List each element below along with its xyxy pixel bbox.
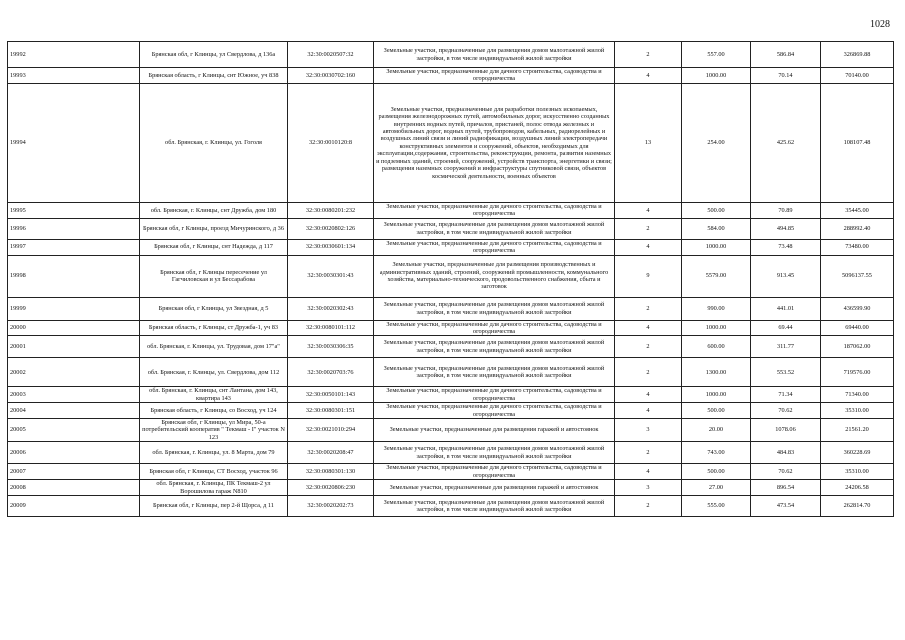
address-cell: обл. Брянская, г. Клинцы, ПК Текмаш-2 ул Ворошилова гараж N810	[140, 480, 288, 496]
area-cell: 600.00	[682, 336, 751, 358]
land-use-cell: Земельные участки, предназначенные для размещения производственных и административных зданий, строений, сооружений промышленности, коммунального хозяйства, материально-технического, продовольственного снабжения, сбыта и заготовок	[374, 255, 615, 297]
area-cell: 254.00	[682, 83, 751, 202]
row-number: 20003	[8, 387, 140, 403]
group-cell: 3	[615, 419, 682, 442]
group-cell: 4	[615, 464, 682, 480]
group-cell: 9	[615, 255, 682, 297]
cadastral-number-cell: 32:30:0030601:134	[288, 239, 374, 255]
table-row	[8, 496, 894, 517]
group-cell: 4	[615, 68, 682, 84]
cadastral-value-cell: 719576.00	[821, 358, 894, 387]
table-row	[8, 336, 894, 358]
table-body	[8, 42, 894, 517]
table-row	[8, 464, 894, 480]
specific-value-cell: 69.44	[751, 320, 821, 336]
address-cell: обл. Брянская, г. Клинцы, ул. Трудовая, дом 17"а"	[140, 336, 288, 358]
address-cell: Брянская обл, г Клинцы, пер 2-й Щорса, д 11	[140, 496, 288, 517]
cadastral-value-cell: 24206.58	[821, 480, 894, 496]
row-number: 20001	[8, 336, 140, 358]
cadastral-value-cell: 35310.00	[821, 464, 894, 480]
area-cell: 20.00	[682, 419, 751, 442]
area-cell: 5579.00	[682, 255, 751, 297]
specific-value-cell: 70.14	[751, 68, 821, 84]
row-number: 20000	[8, 320, 140, 336]
table-row	[8, 218, 894, 239]
cadastral-number-cell: 32:30:0080101:112	[288, 320, 374, 336]
land-use-cell: Земельные участки, предназначенные для дачного строительства, садоводства и огородничества	[374, 403, 615, 419]
area-cell: 500.00	[682, 403, 751, 419]
cadastral-value-cell: 73480.00	[821, 239, 894, 255]
cadastral-number-cell: 32:30:0020806:230	[288, 480, 374, 496]
row-number: 19993	[8, 68, 140, 84]
cadastral-number-cell: 32:30:0050101:143	[288, 387, 374, 403]
table-row	[8, 442, 894, 464]
land-use-cell: Земельные участки, предназначенные для размещения гаражей и автостоянок	[374, 419, 615, 442]
row-number: 20008	[8, 480, 140, 496]
land-use-cell: Земельные участки, предназначенные для дачного строительства, садоводства и огородничества	[374, 239, 615, 255]
specific-value-cell: 70.89	[751, 202, 821, 218]
table-row	[8, 83, 894, 202]
cadastral-number-cell: 32:30:0020703:76	[288, 358, 374, 387]
land-use-cell: Земельные участки, предназначенные для разработки полезных ископаемых, размещения железнодорожных путей, автомобильных дорог, искусственно созданных внутренних водных путей, причалов, пристаней, полос отвода железных и автомобильных дорог, водных путей, трубопроводов, кабельных, радиорелейных и воздушных линий связи и линий радиофикации, воздушных линий электропередачи конструктивных элементов и сооружений, объектов, необходимых для эксплуатации,содержания, строительства, реконструкции, ремонта, развития наземных и подземных зданий, строений, сооружений, устройств транспорта, энергетики и связи; размещения наземных сооружений и инфраструктуры спутниковой связи, объектов космической деятельности, военных объектов	[374, 83, 615, 202]
cadastral-number-cell: 32:30:0080201:232	[288, 202, 374, 218]
cadastral-value-cell: 71340.00	[821, 387, 894, 403]
table-row	[8, 68, 894, 84]
cadastral-value-cell: 262814.70	[821, 496, 894, 517]
land-use-cell: Земельные участки, предназначенные для размещения домов малоэтажной жилой застройки, в том числе индивидуальной жилой застройки	[374, 218, 615, 239]
address-cell: Брянская обл, г Клинцы, ул Свердлова, д 136а	[140, 42, 288, 68]
address-cell: обл. Брянская, г. Клинцы, ул. Свердлова, дом 112	[140, 358, 288, 387]
group-cell: 4	[615, 403, 682, 419]
cadastral-number-cell: 32:30:0030306:35	[288, 336, 374, 358]
area-cell: 1000.00	[682, 68, 751, 84]
group-cell: 2	[615, 496, 682, 517]
address-cell: Брянская обл, г Клинцы, СТ Восход, участок 96	[140, 464, 288, 480]
area-cell: 743.00	[682, 442, 751, 464]
group-cell: 2	[615, 336, 682, 358]
land-use-cell: Земельные участки, предназначенные для дачного строительства, садоводства и огородничества	[374, 202, 615, 218]
group-cell: 2	[615, 297, 682, 320]
group-cell: 2	[615, 358, 682, 387]
table-row	[8, 387, 894, 403]
cadastral-value-cell: 69440.00	[821, 320, 894, 336]
land-use-cell: Земельные участки, предназначенные для дачного строительства, садоводства и огородничества	[374, 320, 615, 336]
cadastral-value-cell: 35445.00	[821, 202, 894, 218]
specific-value-cell: 896.54	[751, 480, 821, 496]
cadastral-number-cell: 32:30:0021010:294	[288, 419, 374, 442]
row-number: 20005	[8, 419, 140, 442]
table-row	[8, 42, 894, 68]
specific-value-cell: 913.45	[751, 255, 821, 297]
cadastral-number-cell: 32:30:0080301:130	[288, 464, 374, 480]
table-row	[8, 480, 894, 496]
table-row	[8, 255, 894, 297]
group-cell: 4	[615, 239, 682, 255]
cadastral-value-cell: 21561.20	[821, 419, 894, 442]
group-cell: 4	[615, 320, 682, 336]
table-row	[8, 239, 894, 255]
row-number: 19994	[8, 83, 140, 202]
row-number: 20002	[8, 358, 140, 387]
table-row	[8, 297, 894, 320]
specific-value-cell: 484.83	[751, 442, 821, 464]
group-cell: 4	[615, 387, 682, 403]
address-cell: обл. Брянская, г. Клинцы, снт Лантана, дом 143, квартира 143	[140, 387, 288, 403]
area-cell: 557.00	[682, 42, 751, 68]
row-number: 20004	[8, 403, 140, 419]
specific-value-cell: 586.84	[751, 42, 821, 68]
land-use-cell: Земельные участки, предназначенные для дачного строительства, садоводства и огородничества	[374, 387, 615, 403]
row-number: 20007	[8, 464, 140, 480]
cadastral-number-cell: 32:30:0020208:47	[288, 442, 374, 464]
group-cell: 2	[615, 442, 682, 464]
land-use-cell: Земельные участки, предназначенные для размещения домов малоэтажной жилой застройки, в том числе индивидуальной жилой застройки	[374, 442, 615, 464]
row-number: 19997	[8, 239, 140, 255]
specific-value-cell: 71.34	[751, 387, 821, 403]
address-cell: Брянская область, г Клинцы, ст Дружба-1, уч 83	[140, 320, 288, 336]
cadastral-number-cell: 32:30:0020302:43	[288, 297, 374, 320]
cadastral-number-cell: 32:30:0080301:151	[288, 403, 374, 419]
address-cell: Брянская обл, г Клинцы, снт Надежда, д 117	[140, 239, 288, 255]
row-number: 19999	[8, 297, 140, 320]
page-number: 1028	[870, 19, 890, 30]
area-cell: 1000.00	[682, 387, 751, 403]
land-use-cell: Земельные участки, предназначенные для размещения гаражей и автостоянок	[374, 480, 615, 496]
specific-value-cell: 441.01	[751, 297, 821, 320]
cadastral-value-cell: 436599.90	[821, 297, 894, 320]
area-cell: 1000.00	[682, 239, 751, 255]
land-use-cell: Земельные участки, предназначенные для дачного строительства, садоводства и огородничества	[374, 464, 615, 480]
table-row	[8, 202, 894, 218]
cadastral-value-cell: 360228.69	[821, 442, 894, 464]
area-cell: 1300.00	[682, 358, 751, 387]
area-cell: 27.00	[682, 480, 751, 496]
land-use-cell: Земельные участки, предназначенные для размещения домов малоэтажной жилой застройки, в том числе индивидуальной жилой застройки	[374, 358, 615, 387]
group-cell: 2	[615, 218, 682, 239]
table-row	[8, 358, 894, 387]
area-cell: 500.00	[682, 202, 751, 218]
cadastral-value-cell: 187062.00	[821, 336, 894, 358]
area-cell: 555.00	[682, 496, 751, 517]
land-use-cell: Земельные участки, предназначенные для размещения домов малоэтажной жилой застройки, в том числе индивидуальной жилой застройки	[374, 297, 615, 320]
cadastral-number-cell: 32:30:0030702:160	[288, 68, 374, 84]
cadastral-value-cell: 288992.40	[821, 218, 894, 239]
address-cell: Брянская обл, г Клинцы, проезд Мичуринского, д 36	[140, 218, 288, 239]
cadastral-value-cell: 35310.00	[821, 403, 894, 419]
address-cell: обл. Брянская, г. Клинцы, ул. 8 Марта, дом 79	[140, 442, 288, 464]
cadastral-value-cell: 326869.88	[821, 42, 894, 68]
group-cell: 13	[615, 83, 682, 202]
group-cell: 3	[615, 480, 682, 496]
row-number: 19995	[8, 202, 140, 218]
table-row	[8, 419, 894, 442]
area-cell: 1000.00	[682, 320, 751, 336]
area-cell: 500.00	[682, 464, 751, 480]
area-cell: 584.00	[682, 218, 751, 239]
area-cell: 990.00	[682, 297, 751, 320]
row-number: 20009	[8, 496, 140, 517]
specific-value-cell: 473.54	[751, 496, 821, 517]
land-use-cell: Земельные участки, предназначенные для дачного строительства, садоводства и огородничества	[374, 68, 615, 84]
address-cell: Брянская обл, г Клинцы пересечение ул Гагчиловская и ул Бессарабова	[140, 255, 288, 297]
address-cell: Брянская обл, г Клинцы, ул Звездная, д 5	[140, 297, 288, 320]
row-number: 19992	[8, 42, 140, 68]
address-cell: Брянская область, г Клинцы, снт Южное, уч 838	[140, 68, 288, 84]
land-use-cell: Земельные участки, предназначенные для размещения домов малоэтажной жилой застройки, в том числе индивидуальной жилой застройки	[374, 42, 615, 68]
group-cell: 4	[615, 202, 682, 218]
cadastral-value-cell: 108107.48	[821, 83, 894, 202]
row-number: 19996	[8, 218, 140, 239]
specific-value-cell: 553.52	[751, 358, 821, 387]
cadastral-number-cell: 32:30:0030301:43	[288, 255, 374, 297]
cadastral-number-cell: 32:30:0020202:73	[288, 496, 374, 517]
specific-value-cell: 494.85	[751, 218, 821, 239]
cadastral-number-cell: 32:30:0010120:8	[288, 83, 374, 202]
specific-value-cell: 1078.06	[751, 419, 821, 442]
address-cell: обл. Брянская, г. Клинцы, снт Дружба, дом 180	[140, 202, 288, 218]
group-cell: 2	[615, 42, 682, 68]
specific-value-cell: 70.62	[751, 403, 821, 419]
specific-value-cell: 311.77	[751, 336, 821, 358]
row-number: 19998	[8, 255, 140, 297]
cadastral-number-cell: 32:30:0020507:32	[288, 42, 374, 68]
specific-value-cell: 73.48	[751, 239, 821, 255]
specific-value-cell: 425.62	[751, 83, 821, 202]
land-use-cell: Земельные участки, предназначенные для размещения домов малоэтажной жилой застройки, в том числе индивидуальной жилой застройки	[374, 336, 615, 358]
table-row	[8, 320, 894, 336]
land-registry-table	[7, 41, 894, 517]
specific-value-cell: 70.62	[751, 464, 821, 480]
address-cell: Брянская обл, г Клинцы, ул Мира, 50-а потребительский кооператив " Текмаш - I" участок N 123	[140, 419, 288, 442]
address-cell: Брянская область, г Клинцы, со Восход, уч 124	[140, 403, 288, 419]
table-row	[8, 403, 894, 419]
row-number: 20006	[8, 442, 140, 464]
cadastral-number-cell: 32:30:0020802:126	[288, 218, 374, 239]
cadastral-value-cell: 5096137.55	[821, 255, 894, 297]
cadastral-value-cell: 70140.00	[821, 68, 894, 84]
land-use-cell: Земельные участки, предназначенные для размещения домов малоэтажной жилой застройки, в том числе индивидуальной жилой застройки	[374, 496, 615, 517]
address-cell: обл. Брянская, г. Клинцы, ул. Гоголя	[140, 83, 288, 202]
